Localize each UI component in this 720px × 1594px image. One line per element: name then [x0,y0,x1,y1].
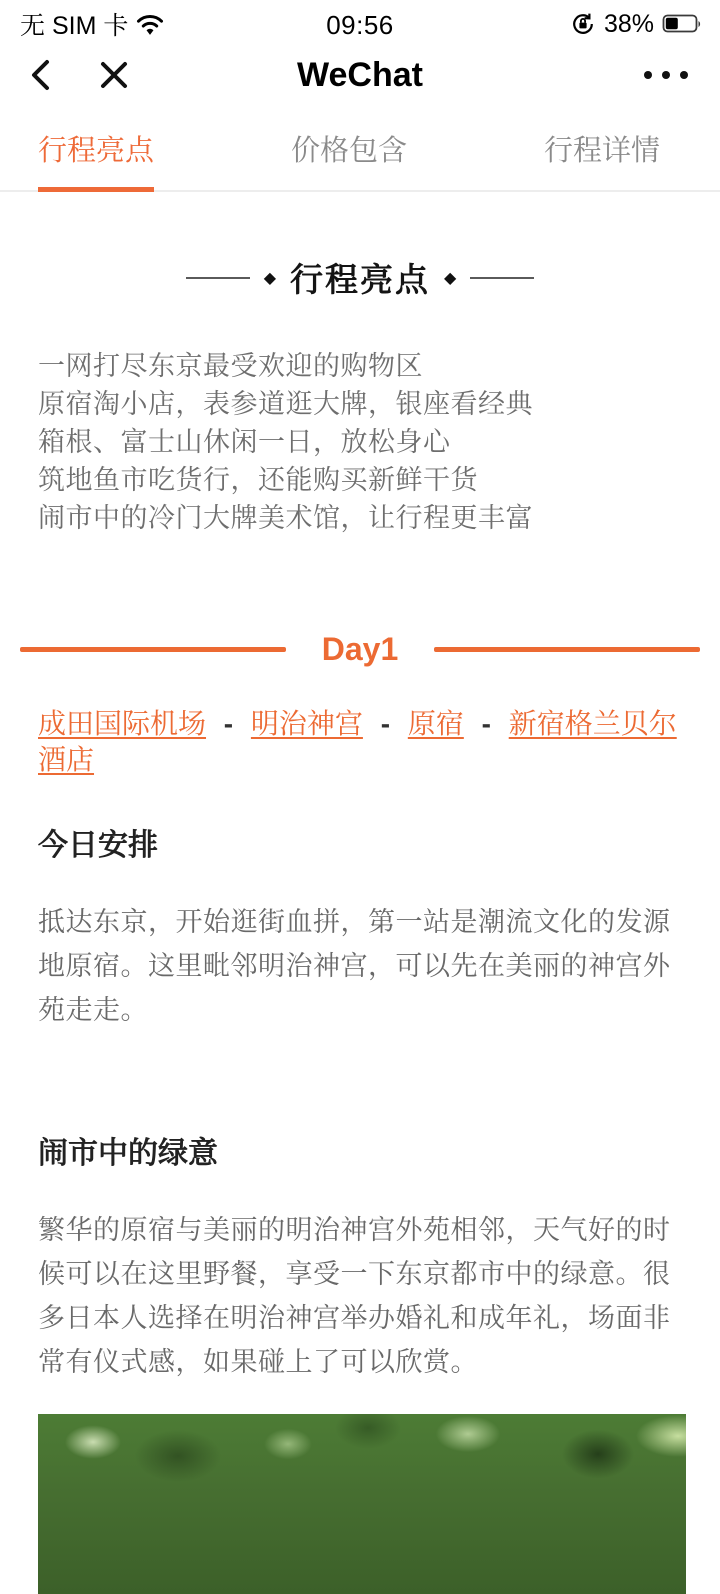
tab-itinerary-details[interactable]: 行程详情 [543,134,660,167]
route-row [38,706,682,778]
title-line-right [470,277,534,279]
day1-content [0,706,720,1594]
route-separator: - [223,708,234,739]
page-title: WeChat [297,55,423,94]
greenery-paragraph: 繁华的原宿与美丽的明治神宫外苑相邻，天气好的时候可以在这里野餐，享受一下东京都市中的绿意。很多日本人选择在明治神宫举办婚礼和成年礼，场面非常有仪式感，如果碰上了可以欣赏。 [38,1215,671,1377]
status-bar [0,0,720,44]
day1-line-right [434,647,700,652]
day1-line-left [20,647,286,652]
battery-percent-label: 38% [603,9,654,38]
section-title-row [38,254,682,301]
status-right [570,10,702,39]
tab-price-includes[interactable]: 价格包含 [290,134,407,167]
wifi-icon [136,13,164,35]
highlight-line: 箱根、富士山休闲一日，放松身心 [38,427,451,457]
title-line-left [186,277,250,279]
route-link-granbell-hotel[interactable]: 新宿格兰贝尔酒店 [38,708,677,775]
orientation-lock-icon [570,11,596,37]
highlight-line: 筑地鱼市吃货行，还能购买新鲜干货 [38,465,478,495]
status-left [20,6,164,42]
route-link-narita-airport[interactable]: 成田国际机场 [38,708,207,739]
route-link-meiji-shrine[interactable]: 明治神宫 [250,708,363,739]
route-link-harajuku[interactable]: 原宿 [407,708,464,739]
nav-bar [0,44,720,106]
more-icon[interactable] [640,68,692,82]
diamond-icon: ◆ [444,269,457,287]
today-plan-heading: 今日安排 [38,829,158,862]
day1-header [20,631,700,668]
close-icon[interactable] [98,59,130,91]
carrier-label: 无 SIM 卡 [20,12,129,40]
route-separator: - [481,708,491,739]
status-time: 09:56 [326,10,394,40]
highlight-line: 原宿淘小店，表参道逛大牌，银座看经典 [38,389,533,419]
diamond-icon: ◆ [263,269,276,287]
highlights-list [38,347,682,537]
route-separator: - [380,708,391,739]
greenery-photo[interactable] [38,1414,686,1594]
day1-label: Day1 [321,631,399,667]
today-plan-paragraph: 抵达东京，开始逛街血拼，第一站是潮流文化的发源地原宿。这里毗邻明治神宫，可以先在美丽的神宫外苑走走。 [38,907,671,1025]
article-content [0,254,720,537]
tab-highlights[interactable]: 行程亮点 [38,106,154,190]
highlight-line: 闹市中的冷门大牌美术馆，让行程更丰富 [38,503,533,533]
back-icon[interactable] [28,57,52,93]
greenery-heading: 闹市中的绿意 [38,1137,218,1170]
battery-icon [662,14,702,34]
tab-bar [0,106,720,192]
section-title: 行程亮点 [290,261,430,298]
highlight-line: 一网打尽东京最受欢迎的购物区 [38,351,423,381]
